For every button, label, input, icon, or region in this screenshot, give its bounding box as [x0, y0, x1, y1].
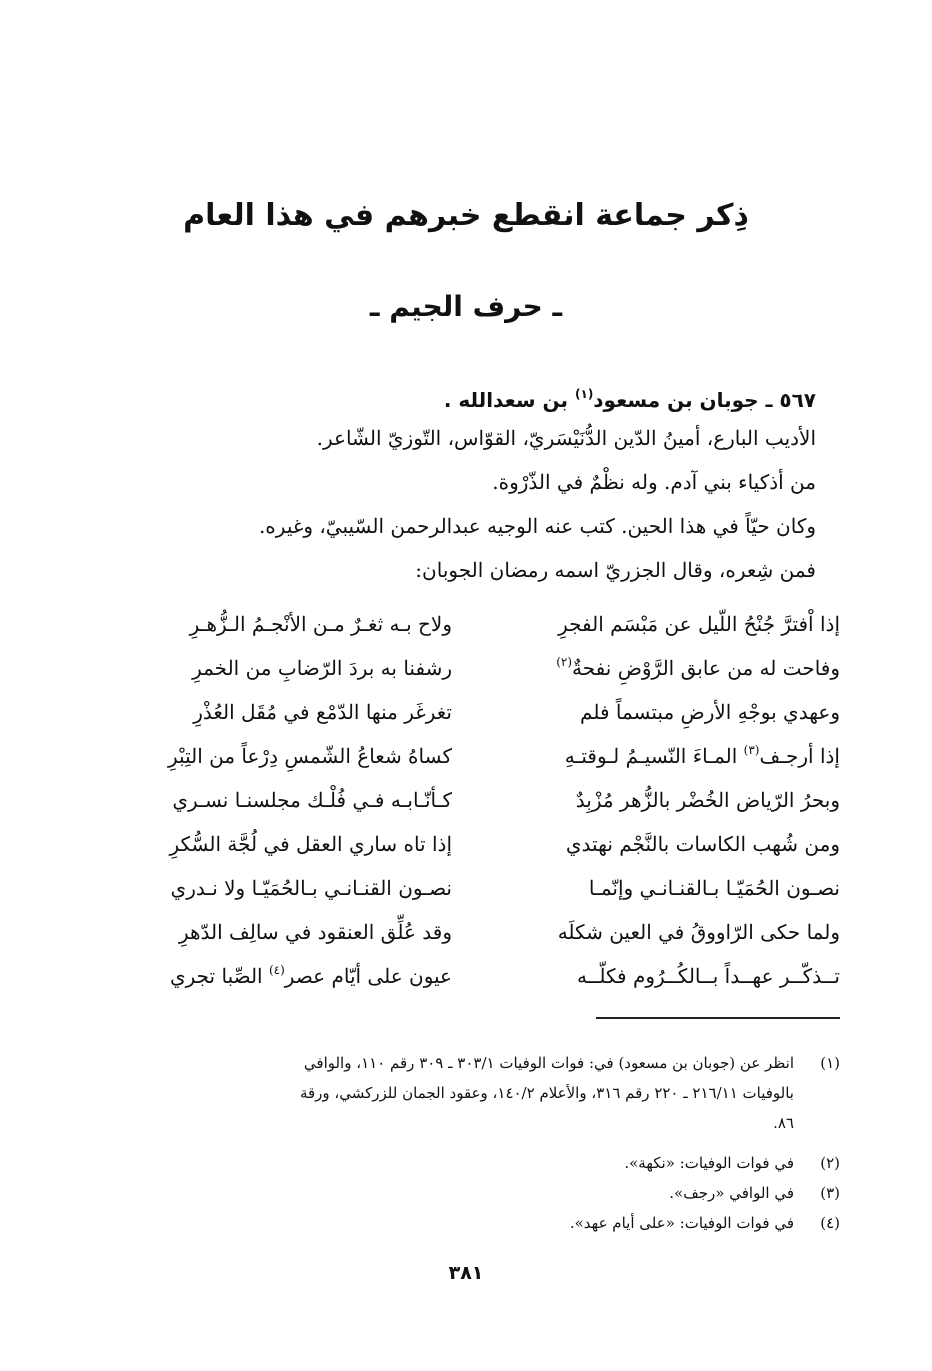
footnote	[110, 1178, 840, 1208]
verse-text: ومن شُهب الكاسات بالنَّجْم نهتدي	[565, 832, 840, 856]
verse-line	[490, 948, 840, 992]
footnote-line	[110, 1178, 840, 1208]
verse-line	[112, 816, 452, 860]
footnote-number: (٤)	[820, 1214, 840, 1232]
verse-text: عيون على أيّام عصر	[284, 964, 452, 988]
footnote-text: انظر عن (جوبان بن مسعود) في: فوات الوفيات ٣٠٣/١ ـ ٣٠٩ رقم ١١٠، والوافي	[303, 1054, 794, 1072]
verse-text: رشفنا به بردَ الرّضابِ من الخمرِ	[192, 656, 452, 680]
footnote-ref: (٤)	[268, 963, 285, 977]
verse-text: كساهُ شعاعُ الشّمسِ دِرْعاً من التِبْرِ	[168, 744, 452, 768]
footnote-ref: (١)	[575, 387, 594, 401]
verse-line	[490, 596, 840, 640]
entry-line: فمن شِعره، وقال الجزريّ اسمه رمضان الجوبان:	[415, 558, 816, 582]
section-subtitle: ـ حرف الجيم ـ	[369, 290, 563, 323]
verse-text: ولاح بـه ثغـرٌ مـن الأنْجـمُ الـزُّهـرِ	[189, 612, 452, 636]
entry-number-name: ٥٦٧ ـ جوبان بن مسعود	[593, 388, 816, 412]
biography-entry	[116, 372, 816, 592]
verse-line	[490, 860, 840, 904]
footnote-line	[110, 1048, 840, 1078]
verse-line	[490, 904, 840, 948]
verse-text: كـأنّـابـه فـي فُلْـك مجلسنـا نسـري	[172, 788, 452, 812]
footnote-number: (٣)	[820, 1184, 840, 1202]
footnote-text: في الوافي «رجف».	[669, 1184, 794, 1202]
page-number: ٣٨١	[448, 1262, 484, 1284]
verse-line	[490, 728, 840, 772]
footnote-number: (١)	[820, 1054, 840, 1072]
poem-first-hemistichs	[490, 596, 840, 992]
verse-line	[490, 772, 840, 816]
verse-text: تــذكّــر عهــداً بــالكُــرُوم فكلّــه	[576, 964, 840, 988]
page-title: ذِكر جماعة انقطع خبرهم في هذا العام	[183, 198, 749, 233]
entry-line: من أذكياء بني آدم. وله نظْمٌ في الذّرْوة.	[492, 470, 816, 494]
verse-line	[112, 904, 452, 948]
footnote-number: (٢)	[820, 1154, 840, 1172]
footnote-text: في فوات الوفيات: «على أيام عهد».	[569, 1214, 794, 1232]
verse-text: نصـون الحُمَيّـا بـالقنـانـي وإنّمـا	[588, 876, 840, 900]
verse-line	[112, 596, 452, 640]
entry-line: وكان حيّاً في هذا الحين. كتب عنه الوجيه عبدالرحمن السّيبيّ، وغيره.	[258, 514, 816, 538]
entry-name-tail: بن سعدالله .	[443, 388, 575, 412]
verse-text: وعهدي بوجْهِ الأرضِ مبتسماً فلم	[580, 700, 840, 724]
verse-text: تغرغَر منها الدّمْع في مُقَل العُذْرِ	[193, 700, 452, 724]
verse-line	[490, 640, 840, 684]
footnote-ref: (٢)	[556, 655, 573, 669]
footnote-ref: (٣)	[743, 743, 760, 757]
footnote	[110, 1208, 840, 1238]
verse-text: وفاحت له من عابق الرَّوْضِ نفحةٌ	[572, 656, 840, 680]
footnote-line	[110, 1208, 840, 1238]
footnote-text: ٨٦.	[773, 1114, 794, 1132]
verse-line	[112, 860, 452, 904]
verse-text: المـاءَ النّسيـمُ لـوقتـهِ	[564, 744, 744, 768]
footnote-line	[110, 1148, 840, 1178]
verse-line	[112, 728, 452, 772]
verse-text: إذا اْفترَّ جُنْحُ اللّيل عن مَبْسَم الفجرِ	[558, 612, 840, 636]
verse-line	[112, 772, 452, 816]
verse-text: نصـون القنـانـي بـالحُمَيّـا ولا نـدري	[170, 876, 452, 900]
footnote-line	[110, 1078, 840, 1108]
footnote	[110, 1048, 840, 1138]
verse-line	[112, 948, 452, 992]
verse-text: وقد عُلِّق العنقود في سالِف الدّهرِ	[178, 920, 452, 944]
verse-line	[490, 684, 840, 728]
entry-line: الأديب البارع، أمينُ الدّين الدُّنَيْسَريّ، القوّاس، التّوزيّ الشّاعر.	[316, 426, 816, 450]
footnote-line	[110, 1108, 840, 1138]
footnote-text: بالوفيات ٢١٦/١١ ـ ٢٢٠ رقم ٣١٦، والأعلام ١٤٠/٢، وعقود الجمان للزركشي، ورقة	[299, 1084, 794, 1102]
verse-text: وبحرُ الرّياض الخُضْر بالزُّهر مُزْبِدٌ	[575, 788, 840, 812]
verse-line	[112, 684, 452, 728]
footnote-separator	[596, 1017, 840, 1019]
verse-text: الصِّبا تجري	[169, 964, 269, 988]
footnote-text: في فوات الوفيات: «نكهة».	[624, 1154, 794, 1172]
verse-text: إذا تاه ساري العقل في لُجَّة السُّكرِ	[169, 832, 452, 856]
verse-text: إذا أرجـف	[759, 744, 840, 768]
verse-line	[490, 816, 840, 860]
verse-line	[112, 640, 452, 684]
entry-heading	[116, 372, 816, 416]
verse-text: ولما حكى الرّاووقُ في العين شكلَه	[557, 920, 840, 944]
poem-second-hemistichs	[112, 596, 452, 992]
footnote	[110, 1148, 840, 1178]
